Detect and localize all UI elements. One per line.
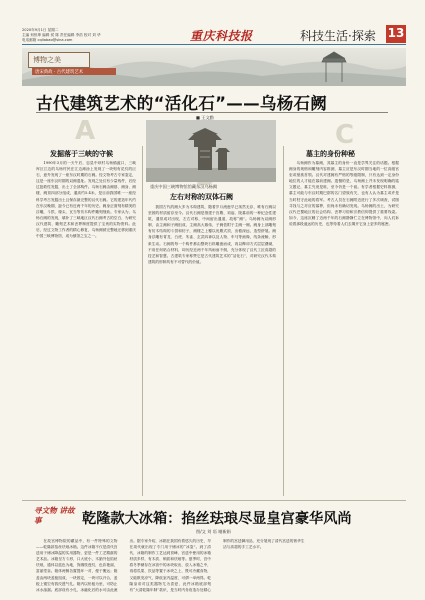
section-letter-c: C: [335, 120, 355, 150]
section-name: 科技生活·探索: [300, 29, 376, 43]
stone-que-illustration: [146, 120, 276, 182]
column-sub: 唐宋典故 · 古代建筑艺术: [35, 69, 84, 75]
headline-rule: [36, 112, 388, 113]
page-number: 13: [387, 26, 405, 40]
byline: ■ 王文勤: [196, 115, 214, 120]
email-line: 电话邮箱 cqliabao@sina.com: [22, 38, 73, 42]
paper-name-logo: 重庆科技报: [190, 29, 253, 43]
section-b-body: 我国古代的阙大多为木构建筑，随着岁月流逝早已荡然无存，唯有石阙以坚固的材质留存至今。汉代石阙是指建于宫殿、祠庙、陵墓前的一种纪念性建筑，通常成对出现，左右对称，中间留出通道，故称“阙”。乌杨阙为双阙形制，由主阙和子阙组成，主阙高大雄伟，子阙依附于主阙一侧。阙身上部雕刻有仿木结构的斗拱和枋子，阙楼之上覆以庑殿式顶，出檐深远，造型舒展。阙身浮雕有青龙、白虎、朱雀、玄武四神以及人物、车马等画像，线条流畅，形象生动。石阙的每一个构件都由整块石料雕凿而成，再以榫卯方式层层叠砌，不用任何粘合材料，却历经近两千年风雨而不倒，充分体现了汉代工匠高超的技艺和智慧。古建筑专家称赞它是古代建筑艺术的“活化石”，对研究汉代木构建筑的形制具有不可替代的价值。: [148, 205, 276, 264]
article-wuyang-que: [0, 46, 425, 506]
section-letter-a: A: [75, 116, 96, 146]
article-qianlong-icebox: [0, 502, 425, 600]
masthead: [0, 0, 425, 44]
article-headline: 乾隆款大冰箱：掐丝珐琅尽显皇宫豪华风尚: [82, 511, 352, 527]
article-body: 在故宫博物院的藏品中，有一件特殊的文物——乾隆款掐丝珐琅冰箱。这件冰箱不仅是清代宫廷用于储冰降温的实用器物，更是一件工艺精湛的艺术品。冰箱呈方斗形，口大底小，木胎外包掐丝珐琅，通体以蓝色为地，饰缠枝莲纹，色彩艳丽，富丽堂皇。箱体两侧各置提环一对，便于搬运；箱盖由两块盖板组成，一块固定，一块可以开合，盖板上镂空有钱纹透气孔。箱内以铅板为里，可防止冰水渗漏。底部设有小孔，冰融化后的水可由此流出。据专家介绍，冰箱在我国有着悠久的历史，早在周代就出现了专门用于储冰的“冰鉴”。到了清代，冰箱的制作工艺达到顶峰，宫廷中使用的冰箱材质多样，有木质、铜质和珐琅等。夏季时，宫中将冬季储存在冰窖中的冰块取出，放入冰箱之中，再将瓜果、饮品等置于冰块之上，既可冷藏食物，又能散发凉气，降低室内温度，可谓一举两得。乾隆皇帝对这类器物尤为喜爱，此件冰箱底部刻有“大清乾隆年制”款识，是当时内务府造办处精心制作的宫廷御用品，充分展现了清代宫廷的奢华生活与高超的手工艺水平。: [36, 539, 305, 592]
section-c-title: 墓主的身份种秘: [306, 150, 355, 158]
column-sub-strip: [32, 68, 116, 75]
section-a-body: 1990年3月的一天午后，忠县中坝村乌杨镇渡口，三峡库区江边的乌杨村民在江边滩涂上发现了一块刻有花纹的巨石，意外发现了一座东汉时期的石阙。经文物考古专家鉴定，这是一座东汉时期的双阙遗址。发现之处仅有少量残件，后经过抢救性发掘，出土了全部构件。乌杨石阙由阙基、阙身、阙楼、阙顶四部分组成，通高约5.4米，是目前我国唯一一座经科学考古发掘出土且保存最完整的汉代石阙。它的建造年代约在东汉晚期，距今已有近两千年的历史。阙身正面刻有精美的浮雕，斗拱、椽头、瓦当等仿木构件雕刻细致。专家认为，乌杨石阙的发现，填补了三峡地区汉代石阙考古的空白，为研究汉代建筑、雕刻艺术和丧葬制度提供了宝贵的实物资料。此后，经过文物工作者的精心修复，乌杨阙被完整地迁移到重庆中国三峡博物馆，成为镇馆之宝之一。: [36, 161, 136, 239]
section-a-title: 发掘落于三峡的守候: [50, 150, 113, 158]
photo-caption: 重庆中国三峡博物馆馆藏东汉乌杨阙: [150, 184, 218, 189]
article-separator: [22, 500, 406, 501]
column-label-stamp: [34, 506, 76, 526]
page-number-box: [386, 25, 406, 43]
article-headline: 古代建筑艺术的“活化石”——乌杨石阙: [36, 94, 328, 113]
column-divider: [283, 146, 284, 496]
column-label-badge: [28, 52, 90, 68]
date-line: 2020年9月1日 星期二: [22, 28, 59, 32]
byline: 图/文 刘 语 谢新娟: [196, 529, 231, 534]
top-image-banner: [22, 48, 406, 86]
column-label: 寻文物 讲故事: [34, 506, 75, 525]
column-label: 博物之美: [33, 56, 61, 64]
section-b-title: 左右对称的双体石阙: [170, 193, 233, 201]
editor-line: 主编 何恒坤 编辑 侯 陈 责任编辑 李浩 校对 刘 华: [22, 33, 101, 37]
section-c-body: 乌杨阙作为墓阙，其墓主的身份一直是学界关注的话题。根据阙身的规格和雕刻内容推测，墓主应是东汉时期当地的一位高级官吏或豪族首领。汉代对建阙有严格的等级限制，只有达到一定身份地位的人才能在墓前建阙。遗憾的是，乌杨阙上并未发现明确的铭文题记，墓主究竟是谁，至今仍是一个谜。有学者根据史料推测，墓主可能与东汉时期巴郡的名门望族有关，也有人认为墓主或许是当时驻守此地的将军。考古人员在石阙附近进行了多次调查，试图寻找与之对应的墓葬，但尚未有确切发现。乌杨阙的出土，为研究汉代巴蜀地区的社会结构、丧葬习俗和宗教信仰提供了重要线索。如今，这座沉睡了近两千年的石阙静静伫立在博物馆中，向人们诉说着那段遥远的历史，也等待着人们去揭开它身上更多的秘密。: [289, 161, 399, 226]
column-divider: [142, 146, 143, 496]
que-photo: [146, 120, 276, 182]
